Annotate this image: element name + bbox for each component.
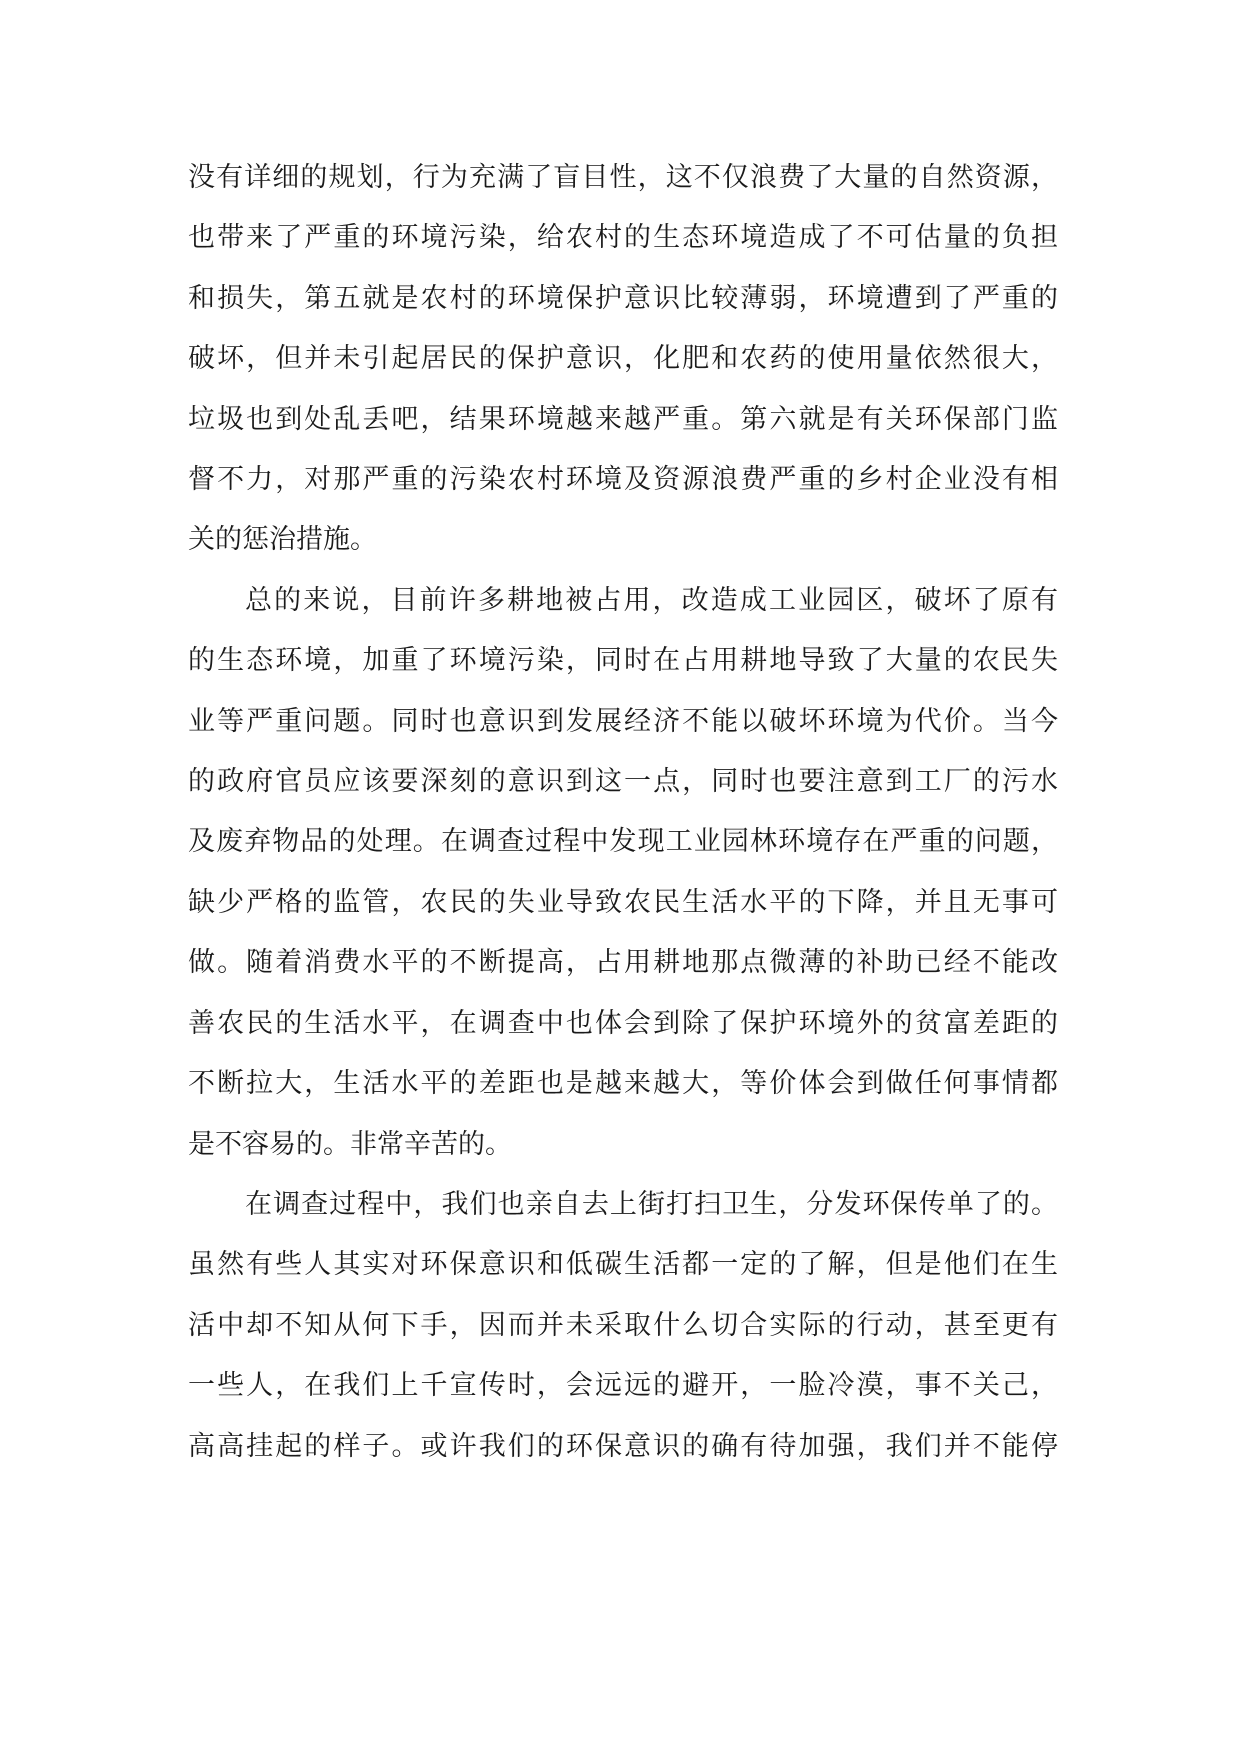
text-line: 破坏，但并未引起居民的保护意识，化肥和农药的使用量依然很大， xyxy=(188,343,1058,375)
text-line: 没有详细的规划，行为充满了盲目性，这不仅浪费了大量的自然资源， xyxy=(188,162,1058,193)
text-line: 不断拉大，生活水平的差距也是越来越大，等价体会到做任何事情都 xyxy=(188,1068,1058,1100)
text-line: 是不容易的。非常辛苦的。 xyxy=(188,1128,512,1160)
text-line: 虽然有些人其实对环保意识和低碳生活都一定的了解，但是他们在生 xyxy=(188,1249,1058,1281)
text-line: 做。随着消费水平的不断提高，占用耕地那点微薄的补助已经不能改 xyxy=(188,947,1058,979)
text-line: 也带来了严重的环境污染，给农村的生态环境造成了不可估量的负担 xyxy=(188,222,1058,254)
text-line: 在调查过程中，我们也亲自去上街打扫卫生，分发环保传单了的。 xyxy=(245,1188,1058,1220)
text-line: 总的来说，目前许多耕地被占用，改造成工业园区，破坏了原有 xyxy=(245,584,1058,616)
text-line: 及废弃物品的处理。在调查过程中发现工业园林环境存在严重的问题， xyxy=(188,826,1058,858)
text-line: 的生态环境，加重了环境污染，同时在占用耕地导致了大量的农民失 xyxy=(188,645,1058,677)
text-line: 高高挂起的样子。或许我们的环保意识的确有待加强，我们并不能停 xyxy=(188,1430,1058,1462)
text-line: 关的惩治措施。 xyxy=(188,524,377,556)
text-line: 的政府官员应该要深刻的意识到这一点，同时也要注意到工厂的污水 xyxy=(188,766,1058,798)
text-line: 和损失，第五就是农村的环境保护意识比较薄弱，环境遭到了严重的 xyxy=(188,282,1058,314)
body-text xyxy=(188,148,1058,1477)
text-line: 垃圾也到处乱丢吧，结果环境越来越严重。第六就是有关环保部门监 xyxy=(188,403,1058,435)
text-line: 业等严重问题。同时也意识到发展经济不能以破坏环境为代价。当今 xyxy=(188,705,1058,737)
text-line: 活中却不知从何下手，因而并未采取什么切合实际的行动，甚至更有 xyxy=(188,1309,1058,1341)
paragraph-1 xyxy=(188,148,1058,571)
text-line: 一些人，在我们上千宣传时，会远远的避开，一脸冷漠，事不关己， xyxy=(188,1370,1058,1402)
paragraph-3 xyxy=(188,1175,1058,1477)
paragraph-2 xyxy=(188,571,1058,1175)
text-line: 善农民的生活水平，在调查中也体会到除了保护环境外的贫富差距的 xyxy=(188,1007,1058,1039)
text-line: 督不力，对那严重的污染农村环境及资源浪费严重的乡村企业没有相 xyxy=(188,464,1058,496)
text-line: 缺少严格的监管，农民的失业导致农民生活水平的下降，并且无事可 xyxy=(188,886,1058,918)
